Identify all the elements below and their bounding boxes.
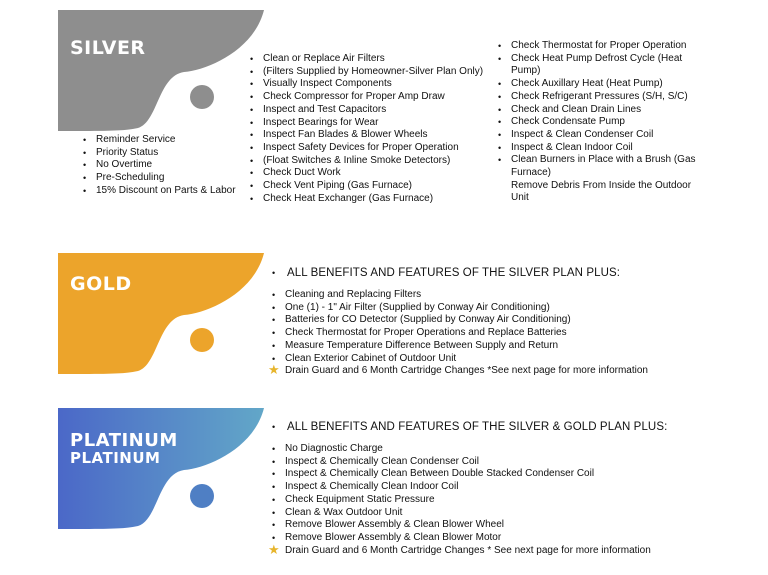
- list-item: • Remove Blower Assembly & Clean Blower Wheel: [272, 519, 667, 532]
- list-item: Remove Debris From Inside the Outdoor Unit: [511, 179, 692, 204]
- list-item: • Batteries for CO Detector (Supplied by Conway Air Conditioning): [272, 314, 648, 327]
- list-item: • One (1) - 1" Air Filter (Supplied by Conway Air Conditioning): [272, 302, 648, 315]
- gold-title: GOLD: [70, 273, 132, 295]
- silver-badge: [58, 10, 266, 132]
- list-item: • Remove Blower Assembly & Clean Blower Motor: [272, 532, 667, 545]
- silver-maintenance-list-a: [250, 53, 483, 205]
- list-item: • Clean & Wax Outdoor Unit: [272, 507, 667, 520]
- list-item: • Check Thermostat for Proper Operation: [498, 40, 708, 53]
- list-item: • Check and Clean Drain Lines: [498, 104, 708, 117]
- star-list-item: ★ Drain Guard and 6 Month Cartridge Changes *See next page for more information: [272, 365, 648, 378]
- list-item: • Check Heat Exchanger (Gas Furnace): [250, 193, 483, 206]
- silver-dot: [190, 85, 214, 109]
- list-item: • Visually Inspect Components: [250, 78, 483, 91]
- list-item: • Check Condensate Pump: [498, 116, 708, 129]
- gold-dot: [190, 328, 214, 352]
- gold-badge: [58, 253, 266, 375]
- list-item: • Measure Temperature Difference Between Supply and Return: [272, 340, 648, 353]
- platinum-title-repeat: PLATINUM: [70, 449, 161, 467]
- list-item: • No Diagnostic Charge: [272, 443, 667, 456]
- platinum-title: PLATINUM: [70, 430, 178, 451]
- list-item: • (Filters Supplied by Homeowner-Silver Plan Only): [250, 66, 483, 79]
- silver-maintenance-list-b: [498, 40, 708, 205]
- list-item: • Inspect & Clean Indoor Coil: [498, 142, 708, 155]
- silver-title: SILVER: [70, 37, 146, 59]
- list-item: • Clean or Replace Air Filters: [250, 53, 483, 66]
- list-item: • Inspect and Test Capacitors: [250, 104, 483, 117]
- platinum-item-list: [272, 443, 667, 557]
- list-item: • Cleaning and Replacing Filters: [272, 289, 648, 302]
- list-item: • Inspect Bearings for Wear: [250, 117, 483, 130]
- list-item: • Check Duct Work: [250, 167, 483, 180]
- star-list-item: ★ Drain Guard and 6 Month Cartridge Changes * See next page for more information: [272, 545, 667, 558]
- list-item: • Reminder Service: [83, 134, 236, 147]
- list-item: • Inspect & Chemically Clean Between Double Stacked Condenser Coil: [272, 468, 667, 481]
- gold-item-list: [272, 289, 648, 378]
- gold-lead: • ALL BENEFITS AND FEATURES OF THE SILVER PLAN PLUS:: [272, 267, 621, 279]
- list-item: • No Overtime: [83, 159, 236, 172]
- platinum-features: [272, 420, 667, 557]
- list-item: • Priority Status: [83, 147, 236, 160]
- list-item: • Check Refrigerant Pressures (S/H, S/C): [498, 91, 708, 104]
- list-item: • Check Compressor for Proper Amp Draw: [250, 91, 483, 104]
- list-item: • Clean Burners in Place with a Brush (Gas Furnace): [498, 154, 708, 179]
- list-item: • (Float Switches & Inline Smoke Detectors): [250, 155, 483, 168]
- list-item: • Inspect & Chemically Clean Condenser Coil: [272, 456, 667, 469]
- list-item: • Pre-Scheduling: [83, 172, 236, 185]
- silver-service-list: [83, 134, 236, 198]
- list-item: • Clean Exterior Cabinet of Outdoor Unit: [272, 353, 648, 366]
- list-item: • Inspect & Clean Condenser Coil: [498, 129, 708, 142]
- list-item: • Check Heat Pump Defrost Cycle (Heat Pump): [498, 53, 708, 78]
- list-item: • Check Thermostat for Proper Operations and Replace Batteries: [272, 327, 648, 340]
- platinum-dot: [190, 484, 214, 508]
- list-item: • Inspect & Chemically Clean Indoor Coil: [272, 481, 667, 494]
- platinum-lead: • ALL BENEFITS AND FEATURES OF THE SILVER & GOLD PLAN PLUS:: [272, 421, 668, 433]
- gold-features: [272, 266, 648, 378]
- list-item: • Check Equipment Static Pressure: [272, 494, 667, 507]
- list-item: • 15% Discount on Parts & Labor: [83, 185, 236, 198]
- list-item: • Check Auxillary Heat (Heat Pump): [498, 78, 708, 91]
- platinum-badge: [58, 408, 266, 530]
- list-item: • Inspect Safety Devices for Proper Operation: [250, 142, 483, 155]
- list-item: • Inspect Fan Blades & Blower Wheels: [250, 129, 483, 142]
- list-item: • Check Vent Piping (Gas Furnace): [250, 180, 483, 193]
